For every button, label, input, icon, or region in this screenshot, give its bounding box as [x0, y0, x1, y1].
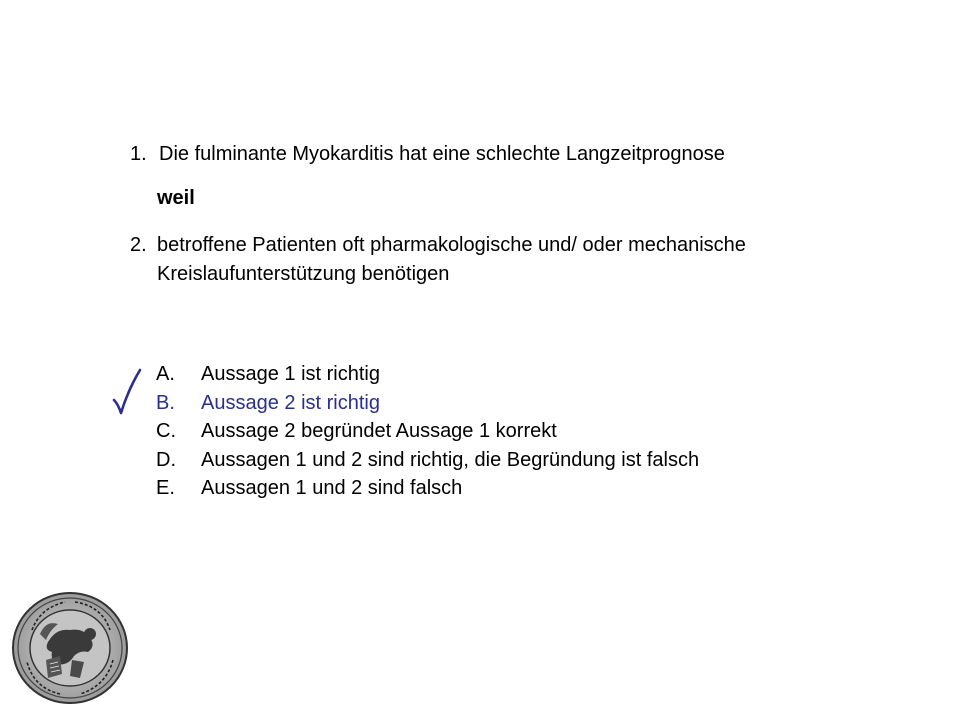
statement-2-number: 2.	[130, 234, 147, 256]
option-d-text: Aussagen 1 und 2 sind richtig, die Begründung ist falsch	[201, 448, 700, 471]
option-d-letter: D.	[156, 448, 176, 471]
statement-1-number: 1.	[130, 143, 147, 165]
option-b-letter: B.	[156, 391, 175, 414]
option-c-letter: C.	[156, 420, 176, 442]
connector-weil: weil	[157, 187, 195, 209]
option-a-text: Aussage 1 ist richtig	[201, 363, 380, 385]
statement-2-line-1: betroffene Patienten oft pharmakologische und/ oder mechanische	[157, 234, 746, 256]
checkmark-icon	[112, 368, 142, 416]
statement-1-text: Die fulminante Myokarditis hat eine schlechte Langzeitprognose	[159, 143, 725, 165]
university-seal-icon	[10, 590, 130, 706]
option-e-letter: E.	[156, 477, 175, 499]
option-e-text: Aussagen 1 und 2 sind falsch	[201, 477, 463, 499]
statement-2-line-2: Kreislaufunterstützung benötigen	[157, 263, 450, 285]
option-a-letter: A.	[156, 363, 175, 385]
option-b-text: Aussage 2 ist richtig	[201, 391, 380, 414]
statement-2-text	[157, 231, 746, 289]
option-c-text: Aussage 2 begründet Aussage 1 korrekt	[201, 420, 557, 442]
